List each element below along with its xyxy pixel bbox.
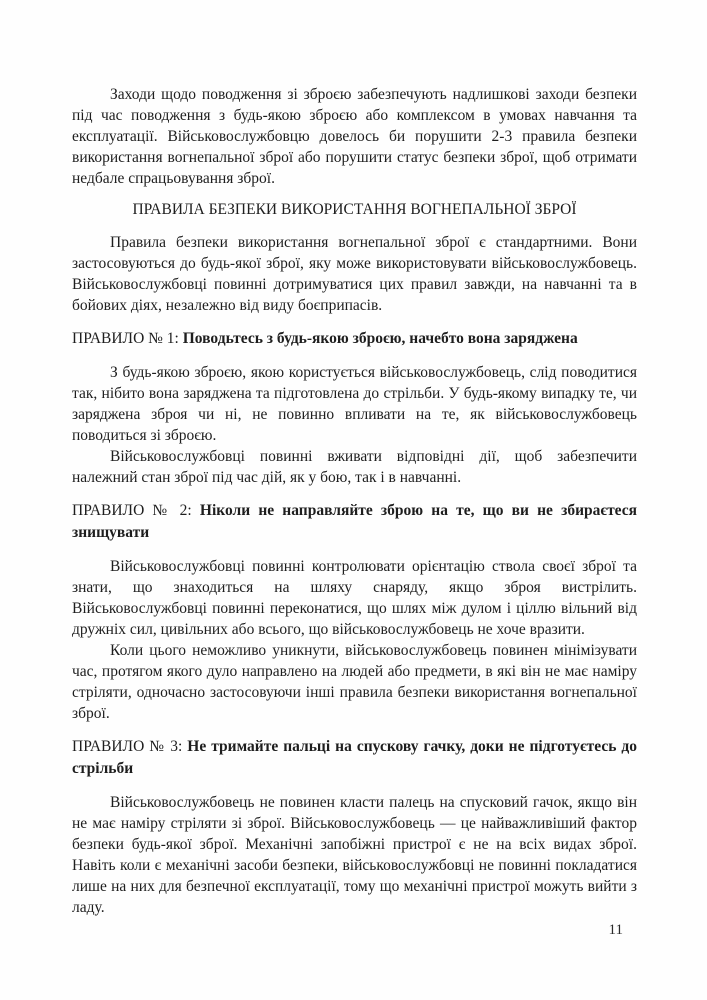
rule-2-label: ПРАВИЛО № 2: bbox=[72, 502, 192, 519]
section-heading: ПРАВИЛА БЕЗПЕКИ ВИКОРИСТАННЯ ВОГНЕПАЛЬНОЇ ЗБРОЇ bbox=[132, 201, 577, 218]
rule-1-label: ПРАВИЛО № 1: bbox=[72, 330, 179, 347]
page-number: 11 bbox=[608, 922, 623, 938]
rule-1-paragraph-1: З будь-якою зброєю, якою користується військовослужбовець, слід поводитися так, нібито вона заряджена та підготовлена до стрільби. У будь-якому випадку те, чи заряджена зброя чи ні, не повинно впливати на те, як військовослужбовець поводиться зі зброєю. bbox=[72, 364, 637, 444]
rule-3-title: Не тримайте пальці на спускову гачку, доки не підготуєтесь до стрільби bbox=[72, 738, 637, 777]
section-paragraph: Правила безпеки використання вогнепальної зброї є стандартними. Вони застосовуються до будь-якої зброї, яку може використовувати військовослужбовець. Військовослужбовці повинні дотримуватися цих правил завжди, на навчанні та в бойових діях, незалежно від виду боєприпасів. bbox=[72, 234, 637, 314]
rule-1-paragraph-2: Військовослужбовці повинні вживати відповідні дії, щоб забезпечити належний стан зброї під час дій, як у бою, так і в навчанні. bbox=[72, 448, 637, 486]
intro-paragraph: Заходи щодо поводження зі зброєю забезпечують надлишкові заходи безпеки під час поводження з будь-якою зброєю або комплексом в умовах навчання та експлуатації. Військовослужбовцю довелось би порушити 2-3 правила безпеки використання вогнепальної зброї або порушити статус безпеки зброї, щоб отримати недбале спрацьовування зброї. bbox=[72, 86, 637, 187]
rule-2-paragraph-1: Військовослужбовці повинні контролювати орієнтацію ствола своєї зброї та знати, що знаходиться на шляху снаряду, якщо зброя вистрілить. Військовослужбовці повинні переконатися, що шлях між дулом і ціллю вільний від дружніх сил, цивільних або всього, що військовослужбовець не хоче вразити. bbox=[72, 558, 637, 638]
rule-2-heading bbox=[72, 500, 637, 544]
rule-2-paragraph-2: Коли цього неможливо уникнути, військовослужбовець повинен мінімізувати час, протягом якого дуло направлено на людей або предмети, в які він не має наміру стріляти, одночасно застосовуючи інші правила безпеки використання вогнепальної зброї. bbox=[72, 642, 637, 722]
rule-1-title: Поводьтесь з будь-якою зброєю, начебто вона заряджена bbox=[182, 330, 578, 347]
rule-3-paragraph-1: Військовослужбовець не повинен класти палець на спусковий гачок, якщо він не має наміру стріляти зі зброї. Військовослужбовець — це найважливіший фактор безпеки будь-якої зброї. Механічні запобіжні пристрої є не на всіх видах зброї. Навіть коли є механічні засоби безпеки, військовослужбовці не повинні покладатися лише на них для безпечної експлуатації, тому що механічні пристрої можуть вийти з ладу. bbox=[72, 794, 637, 916]
rule-3-heading bbox=[72, 736, 637, 780]
rule-1-heading bbox=[72, 328, 637, 350]
rule-2-title: Ніколи не направляйте зброю на те, що ви не збираєтеся знищувати bbox=[72, 502, 638, 541]
rule-3-label: ПРАВИЛО № 3: bbox=[72, 738, 183, 755]
